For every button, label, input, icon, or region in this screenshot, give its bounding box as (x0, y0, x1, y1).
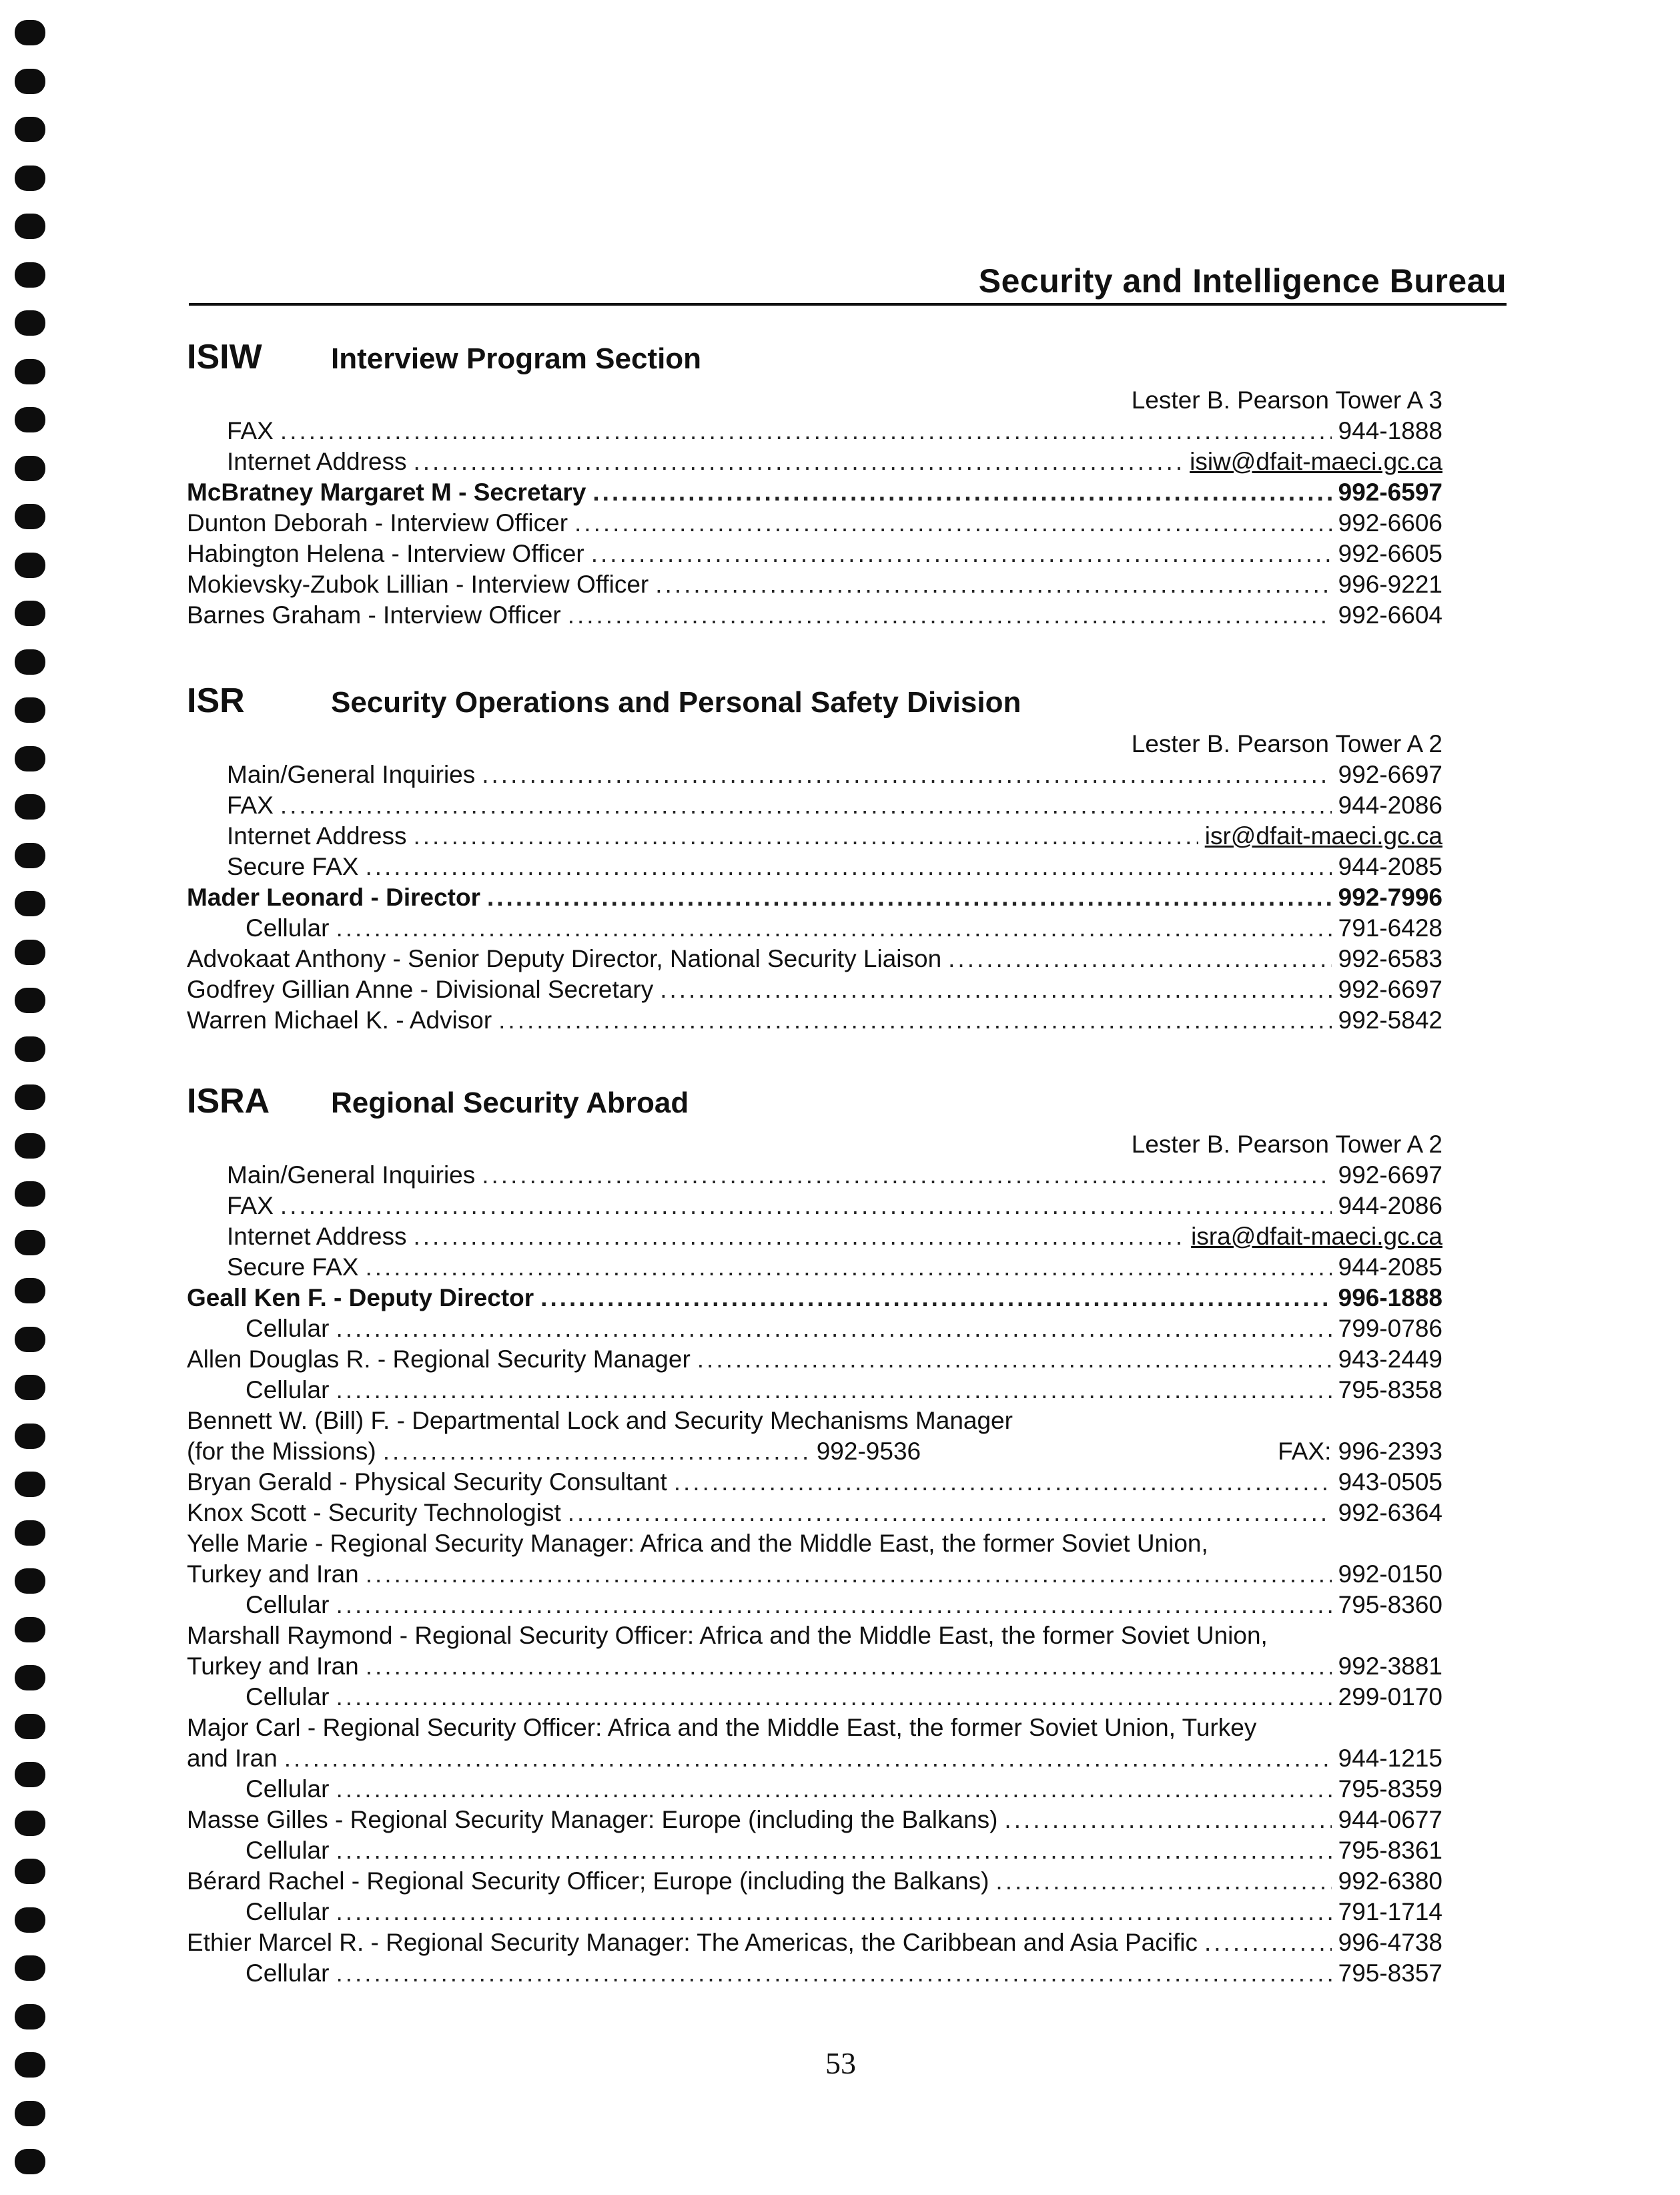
row-value: 299-0170 (1338, 1683, 1442, 1710)
leader-dots (280, 790, 1332, 821)
directory-row (187, 1436, 1442, 1467)
row-label: Cellular (246, 1591, 330, 1618)
directory-row (187, 1866, 1442, 1897)
binding-hole (15, 1084, 45, 1110)
row-label: Cellular (246, 1837, 330, 1864)
directory-row (187, 1835, 1442, 1866)
binding-hole (15, 746, 45, 771)
binding-hole (15, 1811, 45, 1836)
row-value: 992-6605 (1338, 540, 1442, 567)
leader-dots (336, 1590, 1331, 1620)
directory-row-heading: Major Carl - Regional Security Officer: Africa and the Middle East, the former Soviet Union, Turkey (187, 1714, 1257, 1741)
binding-hole (15, 262, 45, 288)
leader-dots (336, 1897, 1331, 1927)
email-link[interactable]: isra@dfait-maeci.gc.ca (1191, 1223, 1442, 1250)
leader-dots (995, 1866, 1331, 1897)
section-name: Security Operations and Personal Safety Division (331, 686, 1021, 719)
row-label: Secure FAX (227, 1253, 359, 1281)
row-value: 943-0505 (1338, 1468, 1442, 1496)
binding-hole (15, 1424, 45, 1449)
row-value: 795-8360 (1338, 1591, 1442, 1618)
row-value: 944-0677 (1338, 1806, 1442, 1833)
leader-dots (948, 944, 1331, 974)
leader-dots (284, 1743, 1332, 1774)
row-value: 944-2085 (1338, 1253, 1442, 1281)
row-value: 944-1888 (1338, 417, 1442, 444)
binding-hole (15, 2149, 45, 2174)
leader-dots (674, 1467, 1332, 1498)
binding-hole (15, 2052, 45, 2078)
leader-dots (280, 416, 1332, 446)
directory-row (187, 1160, 1442, 1191)
leader-dots (568, 600, 1332, 631)
directory-row (187, 539, 1442, 569)
binding-hole (15, 1375, 45, 1400)
row-value: 791-1714 (1338, 1898, 1442, 1925)
row-value: 992-6380 (1338, 1867, 1442, 1895)
directory-row (187, 1590, 1442, 1620)
binding-hole (15, 794, 45, 820)
leader-dots (574, 508, 1332, 539)
leader-dots (592, 477, 1331, 508)
section-header (187, 681, 1442, 729)
binding-hole (15, 1036, 45, 1062)
binding-hole (15, 117, 45, 142)
binding-hole (15, 359, 45, 384)
section-name: Regional Security Abroad (331, 1086, 689, 1119)
binding-hole (15, 988, 45, 1013)
leader-dots (697, 1344, 1332, 1375)
row-value: 944-2086 (1338, 1192, 1442, 1219)
directory-row (187, 1559, 1442, 1590)
leader-dots (366, 1651, 1332, 1682)
directory-row (187, 1774, 1442, 1805)
directory-row (187, 1344, 1442, 1375)
title-rule (189, 303, 1507, 306)
binding-hole (15, 1181, 45, 1207)
binding-hole (15, 1714, 45, 1739)
email-link[interactable]: isr@dfait-maeci.gc.ca (1204, 822, 1442, 850)
leader-dots (336, 1835, 1331, 1866)
section-location: Lester B. Pearson Tower A 3 (1131, 386, 1442, 414)
row-label: FAX (227, 1192, 274, 1219)
directory-row (187, 790, 1442, 821)
directory-row (187, 600, 1442, 631)
leader-dots (336, 913, 1331, 944)
binding-hole (15, 1230, 45, 1255)
section-isra (187, 1081, 1442, 1989)
row-label: Internet Address (227, 448, 407, 475)
leader-dots (498, 1005, 1331, 1036)
row-value: 992-5842 (1338, 1006, 1442, 1034)
row-value: 795-8359 (1338, 1775, 1442, 1803)
row-value: 992-9536 (816, 1438, 921, 1465)
row-label: Ethier Marcel R. - Regional Security Manager: The Americas, the Caribbean and Asia Pacific (187, 1929, 1198, 1956)
row-label: Main/General Inquiries (227, 1161, 476, 1189)
leader-dots (336, 1313, 1331, 1344)
row-value: 996-1888 (1338, 1284, 1442, 1311)
directory-row (187, 508, 1442, 539)
binding-hole (15, 1617, 45, 1642)
row-value: 992-6364 (1338, 1499, 1442, 1526)
row-label: (for the Missions) (187, 1438, 376, 1465)
leader-dots (413, 821, 1198, 852)
binding-hole (15, 553, 45, 578)
directory-row (187, 1927, 1442, 1958)
section-code: ISRA (187, 1082, 270, 1121)
directory-row (187, 882, 1442, 913)
directory-row (187, 1651, 1442, 1682)
directory-row (187, 446, 1442, 477)
directory-row-heading: Marshall Raymond - Regional Security Officer: Africa and the Middle East, the former Soviet Union, (187, 1622, 1268, 1649)
binding-hole (15, 2101, 45, 2126)
row-value: 992-3881 (1338, 1652, 1442, 1680)
row-label: Habington Helena - Interview Officer (187, 540, 584, 567)
directory-row-heading: Yelle Marie - Regional Security Manager: Africa and the Middle East, the former Soviet Union, (187, 1530, 1208, 1557)
row-value: 944-1215 (1338, 1745, 1442, 1772)
binding-hole (15, 310, 45, 336)
row-value: 996-9221 (1338, 571, 1442, 598)
row-value: 992-6604 (1338, 601, 1442, 629)
row-value: 943-2449 (1338, 1345, 1442, 1373)
row-label: Bérard Rachel - Regional Security Officer; Europe (including the Balkans) (187, 1867, 989, 1895)
row-label: Secure FAX (227, 853, 359, 880)
row-label: Turkey and Iran (187, 1652, 359, 1680)
row-label: Dunton Deborah - Interview Officer (187, 509, 568, 537)
leader-dots (413, 1221, 1184, 1252)
directory-row-heading: Bennett W. (Bill) F. - Departmental Lock and Security Mechanisms Manager (187, 1407, 1013, 1434)
fax-value: FAX: 996-2393 (1278, 1438, 1442, 1465)
directory-row (187, 1498, 1442, 1528)
row-label: Advokaat Anthony - Senior Deputy Director, National Security Liaison (187, 945, 942, 972)
row-label: Knox Scott - Security Technologist (187, 1499, 561, 1526)
row-label: Warren Michael K. - Advisor (187, 1006, 492, 1034)
directory-row (187, 1958, 1442, 1989)
binding-hole (15, 940, 45, 965)
page-number: 53 (825, 2046, 856, 2080)
row-value: 795-8361 (1338, 1837, 1442, 1864)
binding-hole (15, 1278, 45, 1303)
directory-row (187, 1005, 1442, 1036)
binding-hole (15, 1520, 45, 1546)
leader-dots (280, 1191, 1332, 1221)
row-label: Cellular (246, 1775, 330, 1803)
section-location: Lester B. Pearson Tower A 2 (1131, 730, 1442, 757)
page-title: Security and Intelligence Bureau (978, 262, 1507, 300)
row-value: 996-4738 (1338, 1929, 1442, 1956)
leader-dots (591, 539, 1332, 569)
section-header (187, 337, 1442, 385)
row-value: 799-0786 (1338, 1315, 1442, 1342)
binding-hole (15, 843, 45, 868)
binding-hole (15, 1327, 45, 1352)
leader-dots (365, 852, 1331, 882)
directory-row (187, 1283, 1442, 1313)
row-value: 992-6606 (1338, 509, 1442, 537)
binding-hole (15, 1859, 45, 1884)
row-label: Cellular (246, 914, 330, 942)
row-value: 992-0150 (1338, 1560, 1442, 1588)
directory-row (187, 477, 1442, 508)
row-label: Main/General Inquiries (227, 761, 476, 788)
row-label: Cellular (246, 1898, 330, 1925)
directory-row (187, 974, 1442, 1005)
leader-dots (487, 882, 1332, 913)
row-label: Masse Gilles - Regional Security Manager: Europe (including the Balkans) (187, 1806, 998, 1833)
leader-dots (366, 1559, 1332, 1590)
binding-hole (15, 20, 45, 45)
directory-row (187, 852, 1442, 882)
directory-row (187, 416, 1442, 446)
leader-dots (482, 1160, 1331, 1191)
binding-hole (15, 1762, 45, 1787)
binding-hole (15, 1472, 45, 1497)
directory-row (187, 1897, 1442, 1927)
binding-hole (15, 1133, 45, 1159)
row-label: McBratney Margaret M - Secretary (187, 479, 586, 506)
binding-hole (15, 456, 45, 481)
row-label: Allen Douglas R. - Regional Security Manager (187, 1345, 691, 1373)
binding-hole (15, 1907, 45, 1933)
row-value: 992-7996 (1338, 884, 1442, 911)
row-value: 944-2086 (1338, 792, 1442, 819)
row-label: Turkey and Iran (187, 1560, 359, 1588)
directory-row (187, 944, 1442, 974)
directory-row (187, 1252, 1442, 1283)
leader-dots (1004, 1805, 1331, 1835)
row-label: Cellular (246, 1315, 330, 1342)
binding-hole (15, 1955, 45, 1981)
row-label: Internet Address (227, 1223, 407, 1250)
row-label: Internet Address (227, 822, 407, 850)
row-label: FAX (227, 792, 274, 819)
section-isiw (187, 337, 1442, 631)
row-value: 992-6697 (1338, 1161, 1442, 1189)
leader-dots (655, 569, 1331, 600)
binding-hole (15, 601, 45, 626)
directory-row (187, 1221, 1442, 1252)
section-code: ISIW (187, 338, 262, 376)
leader-dots (482, 759, 1331, 790)
row-label: Cellular (246, 1376, 330, 1403)
row-value: 992-6597 (1338, 479, 1442, 506)
section-name: Interview Program Section (331, 342, 702, 375)
leader-dots (336, 1682, 1331, 1712)
leader-dots (336, 1375, 1331, 1405)
directory-row (187, 1375, 1442, 1405)
binding-hole (15, 69, 45, 94)
directory-row (187, 1313, 1442, 1344)
section-location: Lester B. Pearson Tower A 2 (1131, 1131, 1442, 1158)
leader-dots (336, 1774, 1331, 1805)
directory-row (187, 1805, 1442, 1835)
section-isr (187, 681, 1442, 1036)
row-label: and Iran (187, 1745, 278, 1772)
directory-row (187, 821, 1442, 852)
binding-hole (15, 2004, 45, 2029)
row-value: 992-6697 (1338, 976, 1442, 1003)
row-value: 992-6583 (1338, 945, 1442, 972)
binding-hole (15, 407, 45, 432)
directory-row (187, 569, 1442, 600)
row-label: Cellular (246, 1683, 330, 1710)
leader-dots (660, 974, 1331, 1005)
row-label: Bryan Gerald - Physical Security Consultant (187, 1468, 667, 1496)
leader-dots (540, 1283, 1331, 1313)
directory-row (187, 1191, 1442, 1221)
binding-hole (15, 1665, 45, 1690)
leader-dots (568, 1498, 1332, 1528)
row-label: Godfrey Gillian Anne - Divisional Secretary (187, 976, 654, 1003)
directory-row (187, 913, 1442, 944)
binding-hole (15, 214, 45, 239)
binding-hole (15, 504, 45, 529)
row-label: Barnes Graham - Interview Officer (187, 601, 561, 629)
binding-hole (15, 891, 45, 916)
leader-dots (336, 1958, 1331, 1989)
row-label: Mokievsky-Zubok Lillian - Interview Officer (187, 571, 649, 598)
row-label: Geall Ken F. - Deputy Director (187, 1284, 534, 1311)
row-value: 944-2085 (1338, 853, 1442, 880)
directory-row (187, 759, 1442, 790)
section-header (187, 1081, 1442, 1129)
leader-dots (413, 446, 1183, 477)
directory-row (187, 1682, 1442, 1712)
row-value: 795-8358 (1338, 1376, 1442, 1403)
binding-hole (15, 697, 45, 723)
leader-dots (383, 1436, 810, 1467)
directory-row (187, 1743, 1442, 1774)
binding-hole (15, 166, 45, 191)
leader-dots (1204, 1927, 1332, 1958)
section-code: ISR (187, 681, 245, 720)
row-label: Mader Leonard - Director (187, 884, 480, 911)
row-value: 992-6697 (1338, 761, 1442, 788)
binding-holes (15, 20, 47, 2182)
row-value: 791-6428 (1338, 914, 1442, 942)
leader-dots (365, 1252, 1331, 1283)
directory-row (187, 1467, 1442, 1498)
binding-hole (15, 1568, 45, 1594)
row-label: Cellular (246, 1959, 330, 1987)
row-value: 795-8357 (1338, 1959, 1442, 1987)
email-link[interactable]: isiw@dfait-maeci.gc.ca (1190, 448, 1442, 475)
binding-hole (15, 649, 45, 675)
row-label: FAX (227, 417, 274, 444)
